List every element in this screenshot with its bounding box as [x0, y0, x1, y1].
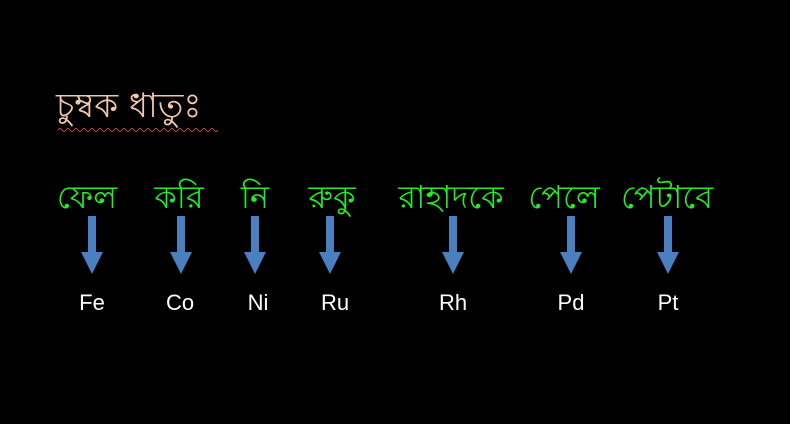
down-arrow-icon: [657, 216, 679, 274]
mnemonic-word-ni: নি: [240, 178, 270, 216]
mnemonic-word-pd: পেলে: [528, 178, 600, 216]
down-arrow-icon: [170, 216, 192, 274]
down-arrow-icon: [244, 216, 266, 274]
mnemonic-word-ru: রুকু: [308, 178, 356, 216]
mnemonic-word-pt: পেটাবে: [620, 178, 714, 216]
mnemonic-word-rh: রাহাদকে: [398, 178, 504, 216]
down-arrow-icon: [81, 216, 103, 274]
down-arrow-icon: [560, 216, 582, 274]
mnemonic-word-co: করি: [154, 178, 204, 216]
element-symbol-ni: Ni: [247, 290, 269, 315]
down-arrow-icon: [319, 216, 341, 274]
element-symbol-pt: Pt: [657, 290, 679, 315]
element-symbol-co: Co: [165, 290, 195, 315]
element-symbol-fe: Fe: [79, 290, 105, 315]
page-title: চুম্বক ধাতুঃ: [56, 86, 202, 126]
spellcheck-underline: [58, 127, 218, 133]
element-symbol-pd: Pd: [557, 290, 585, 315]
down-arrow-icon: [442, 216, 464, 274]
mnemonic-word-fe: ফেল: [56, 178, 118, 216]
element-symbol-ru: Ru: [320, 290, 350, 315]
element-symbol-rh: Rh: [438, 290, 468, 315]
